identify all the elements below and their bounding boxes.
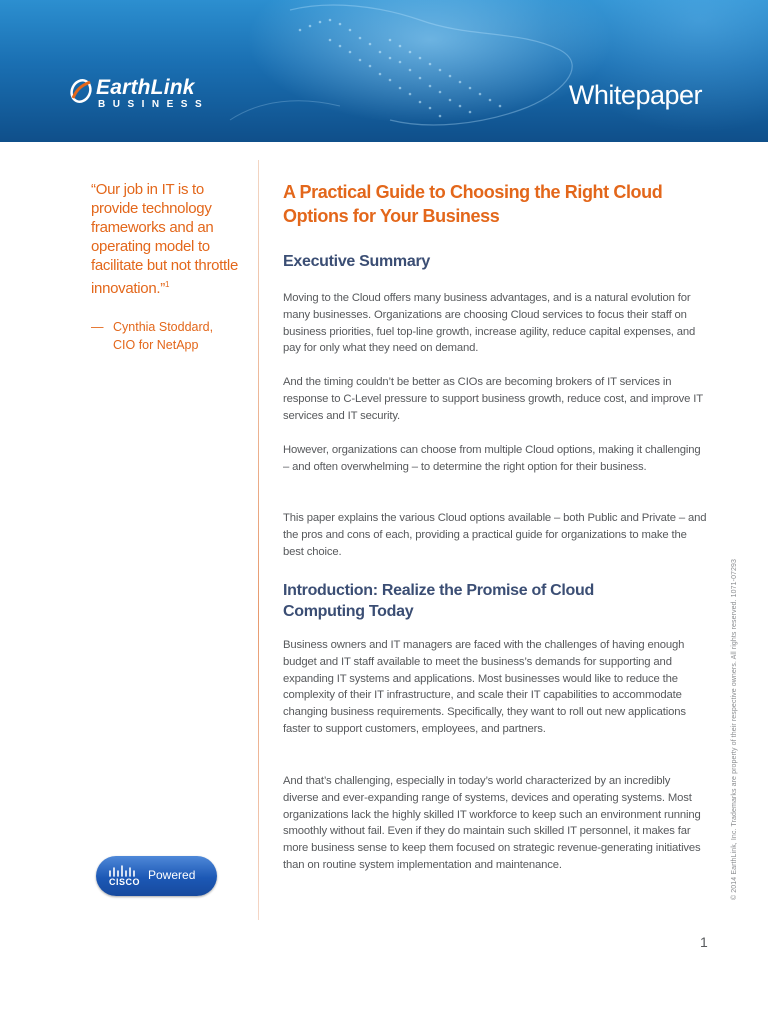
paragraph: Moving to the Cloud offers many business advantages, and is a natural evolution for many businesses. Organizations are choosing Cloud services to focus their staff on business priorities, fuel top-line growth, increase agility, reduce capital expenses, and pay for only what they need on demand. <box>283 292 696 355</box>
quote-footnote-ref: 1 <box>164 280 170 289</box>
cisco-bars-icon <box>108 865 138 877</box>
powered-label: Powered <box>148 868 196 882</box>
logo-subtitle: BUSINESS <box>98 99 210 110</box>
pull-quote-text: “Our job in IT is to provide technology frameworks and an operating model to facilitate but not throttle innovation.” <box>91 181 238 297</box>
section-heading-introduction: Introduction: Realize the Promise of Cloud Computing Today <box>283 582 594 620</box>
copyright-notice: © 2014 EarthLink, Inc. Trademarks are property of their respective owners. All rights reserved. 1071-07293 <box>731 558 738 900</box>
attribution-name: Cynthia Stoddard, <box>113 320 214 334</box>
logo-name: EarthLink <box>96 76 195 99</box>
cisco-powered-badge <box>96 856 217 896</box>
attribution-role: CIO for NetApp <box>113 338 199 352</box>
attribution-dash: — <box>91 320 104 334</box>
document-type-label: Whitepaper <box>568 80 702 110</box>
section-heading-executive-summary: Executive Summary <box>283 253 430 270</box>
paragraph: This paper explains the various Cloud options available – both Public and Private – and the pros and cons of each, providing a practical guide for organizations to make the best choice. <box>283 512 707 558</box>
pull-quote <box>91 180 251 298</box>
header-banner <box>0 0 768 142</box>
column-divider <box>258 160 259 920</box>
paragraph: However, organizations can choose from multiple Cloud options, making it challenging – and often overwhelming – to determine the right option for their business. <box>283 444 701 473</box>
cisco-wordmark: CISCO <box>109 877 141 887</box>
earthlink-swirl-icon <box>68 78 94 104</box>
world-map-graphic <box>0 0 768 142</box>
paragraph: Business owners and IT managers are faced with the challenges of having enough budget and IT staff available to meet the business’s demands for supporting and expanding IT systems and applications. Most businesses would like to reduce the complexity of their IT infrastructure, and scale their IT capabilities to accommodate changing business requirements. Specifically, they want to roll out new applications faster to support customers, employees, and partners. <box>283 639 686 735</box>
paragraph: And the timing couldn’t be better as CIOs are becoming brokers of IT services in response to C-Level pressure to support business growth, reduce cost, and improve IT services and IT security. <box>283 376 703 422</box>
page-number: 1 <box>700 934 708 950</box>
document-title: A Practical Guide to Choosing the Right Cloud Options for Your Business <box>283 182 663 226</box>
paragraph: And that’s challenging, especially in today’s world characterized by an incredibly diverse and ever-expanding range of systems, devices and operating systems. Most organizations lack the highly skilled IT workforce to keep such an environment running smoothly without fail. Even if they do maintain such skilled IT personnel, it makes far more business sense to keep them focused on strategic revenue-generating initiatives than on routine system implementation and maintenance. <box>283 775 701 871</box>
